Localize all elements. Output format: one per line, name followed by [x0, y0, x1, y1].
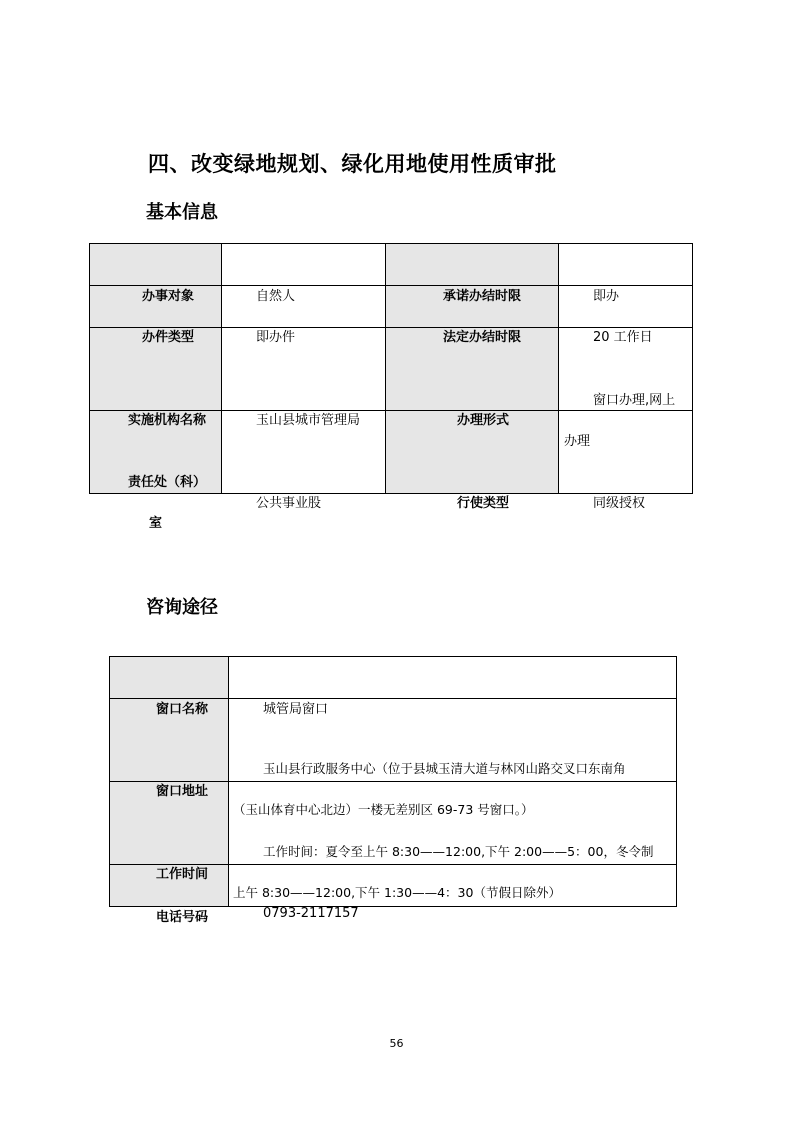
value-promised-time: 即办 [559, 244, 693, 286]
label-working-hours: 工作时间 [110, 782, 229, 865]
document-title: 四、改变绿地规划、绿化用地使用性质审批 [148, 152, 557, 176]
label-case-type: 办件类型 [90, 286, 222, 328]
value-window-name: 城管局窗口 [229, 657, 677, 699]
label-applicant-type: 办事对象 [90, 244, 222, 286]
value-legal-time: 20 工作日 [559, 286, 693, 328]
label-window-address: 窗口地址 [110, 699, 229, 782]
value-working-hours: 工作时间：夏令至上午 8:30——12:00,下午 2:00——5：00，冬令制 上午 8:30——12:00,下午 1:30——4：30（节假日除外） [229, 782, 677, 865]
value-responsible-dept: 公共事业股 [222, 411, 386, 494]
value-case-type: 即办件 [222, 286, 386, 328]
value-handling-form: 窗口办理,网上 办理 [559, 328, 693, 411]
label-promised-time: 承诺办结时限 [386, 244, 559, 286]
basic-info-table [89, 243, 693, 531]
basic-info-heading: 基本信息 [146, 202, 218, 223]
consult-heading: 咨询途径 [146, 597, 218, 618]
page-number: 56 [389, 1037, 404, 1050]
label-handling-form: 办理形式 [386, 328, 559, 411]
label-responsible-dept: 责任处（科） 室 [90, 411, 222, 494]
value-exercise-type: 同级授权 [559, 411, 693, 494]
value-applicant-type: 自然人 [222, 244, 386, 286]
label-window-name: 窗口名称 [110, 657, 229, 699]
value-agency-name: 玉山县城市管理局 [222, 328, 386, 411]
table-row [90, 244, 693, 286]
value-phone: 0793-2117157 [229, 865, 677, 907]
value-window-address: 玉山县行政服务中心（位于县城玉清大道与林冈山路交叉口东南角 （玉山体育中心北边）一楼无差别区 69-73 号窗口。） [229, 699, 677, 782]
table-row [110, 657, 677, 699]
label-phone: 电话号码 [110, 865, 229, 907]
consult-table [109, 656, 677, 925]
label-exercise-type: 行使类型 [386, 411, 559, 494]
label-legal-time: 法定办结时限 [386, 286, 559, 328]
label-agency-name: 实施机构名称 [90, 328, 222, 411]
